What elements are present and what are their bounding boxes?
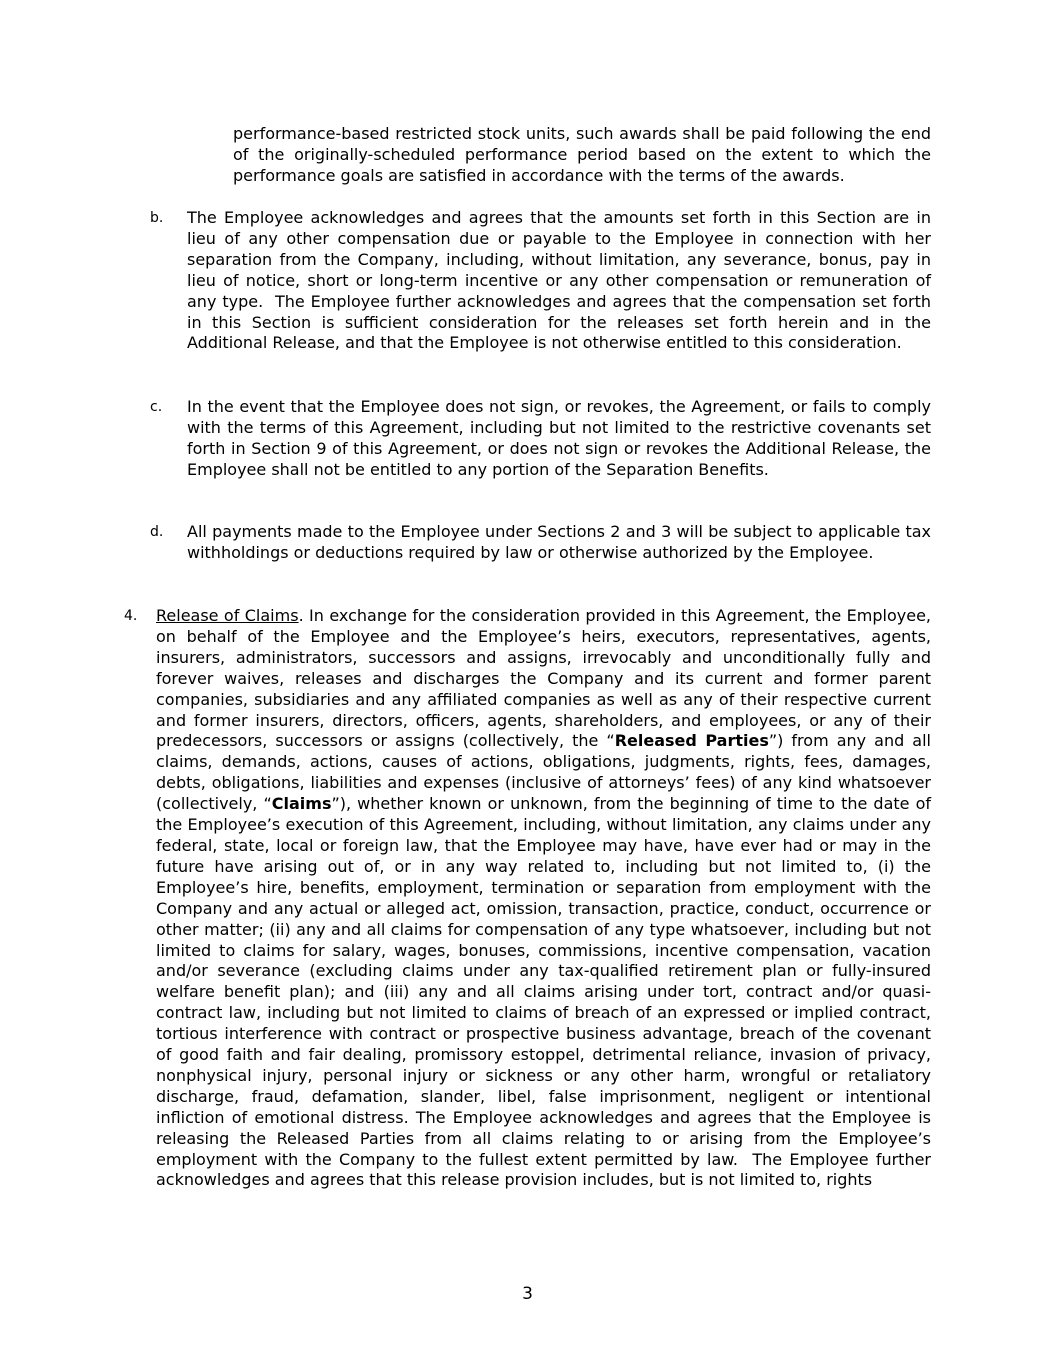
item-c-paragraph: In the event that the Employee does not sign, or revokes, the Agreement, or fails to comply with the terms of this Agreement, including but not limited to the restrictive covenants set forth in Section 9 of this Agreement, or does not sign or revokes the Additional Release, the Employee shall not be entitled to any portion of the Separation Benefits. — [187, 397, 931, 479]
section-4-text-part-2: ”) from any and all claims, demands, actions, causes of actions, obligations, judgments, rights, fees, damages, debts, obligations, liabilities and expenses (inclusive of attorneys’ fees) of any kind whatsoever (collectively, “ — [156, 731, 931, 814]
defined-term-claims: Claims — [271, 794, 332, 814]
section-4-marker: 4. — [124, 608, 138, 624]
page-number: 3 — [522, 1284, 533, 1304]
intro-continuation-paragraph: performance-based restricted stock units, such awards shall be paid following the end of the originally-scheduled performance period based on the extent to which the performance goals are satisfied in accordance with the terms of the awards. — [233, 124, 931, 185]
section-4-paragraph — [156, 606, 931, 1191]
item-d-paragraph: All payments made to the Employee under Sections 2 and 3 will be subject to applicable tax withholdings or deductions required by law or otherwise authorized by the Employee. — [187, 522, 931, 562]
section-4-text-part-1: . In exchange for the consideration provided in this Agreement, the Employee, on behalf of the Employee and the Employee’s heirs, executors, representatives, agents, insurers, administrators, successors and assigns, irrevocably and unconditionally fully and forever waives, releases and discharges the Company and its current and former parent companies, subsidiaries and any affiliated companies as well as any of their respective current and former insurers, directors, officers, agents, shareholders, and employees, or any of their predecessors, successors or assigns (collectively, the “ — [156, 606, 932, 751]
defined-term-released-parties: Released Parties — [614, 731, 769, 751]
item-c-marker: c. — [150, 399, 163, 415]
section-4-text-part-3: ”), whether known or unknown, from the beginning of time to the date of the Employee’s execution of this Agreement, including, without limitation, any claims under any federal, state, local or foreign law, that the Employee may have, have ever had or may in the future have arising out of, or in any way related to, including but not limited to, (i) the Employee’s hire, benefits, employment, termination or separation from employment with the Company and any actual or alleged act, omission, transaction, practice, conduct, occurrence or other matter; (ii) any and all claims for compensation of any type whatsoever, including but not limited to claims for salary, wages, bonuses, commissions, incentive compensation, vacation and/or severance (excluding claims under any tax-qualified retirement plan or fully-insured welfare benefit plan); and (iii) any and all claims arising under tort, contract and/or quasi-contract law, including but not limited to claims of breach of an expressed or implied contract, tortious interference with contract or prospective business advantage, breach of the covenant of good faith and fair dealing, promissory estoppel, detrimental reliance, invasion of privacy, nonphysical injury, personal injury or sickness or any other harm, wrongful or retaliatory discharge, fraud, defamation, slander, libel, false imprisonment, negligent or intentional infliction of emotional distress. The Employee acknowledges and agrees that the Employee is releasing the Released Parties from all claims relating to or arising from the Employee’s employment with the Company to the fullest extent permitted by law. The Employee further acknowledges and agrees that this release provision includes, but is not limited to, rights — [156, 794, 932, 1190]
item-b-marker: b. — [150, 210, 164, 226]
item-d-marker: d. — [150, 524, 164, 540]
item-b-paragraph: The Employee acknowledges and agrees that the amounts set forth in this Section are in lieu of any other compensation due or payable to the Employee in connection with her separation from the Company, including, without limitation, any severance, bonus, pay in lieu of notice, short or long-term incentive or any other compensation or remuneration of any type. The Employee further acknowledges and agrees that the compensation set forth in this Section is sufficient consideration for the releases set forth herein and in the Additional Release, and that the Employee is not otherwise entitled to this consideration. — [187, 208, 931, 353]
section-4-heading: Release of Claims — [156, 606, 299, 625]
